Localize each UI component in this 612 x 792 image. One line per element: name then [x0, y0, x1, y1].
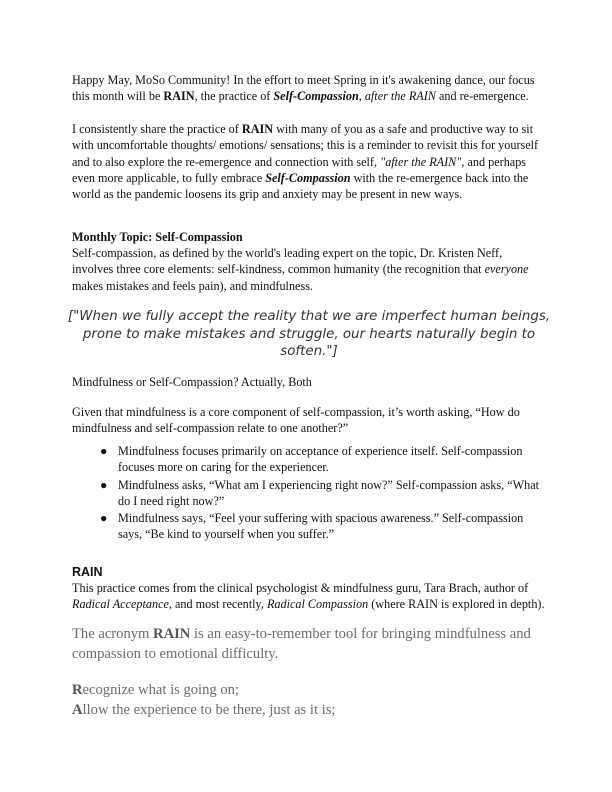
- mindfulness-intro: Given that mindfulness is a core component of self-compassion, it’s worth asking, “How do mindfulness and self-compassion relate to one another?”: [72, 405, 520, 436]
- intro-p2-rain-bold: RAIN: [241, 122, 274, 136]
- intro-p1-text-d: and re-emergence.: [435, 89, 529, 104]
- rain-letter-a: A: [72, 702, 83, 718]
- rain-acronym-bold: RAIN: [153, 626, 191, 642]
- bullet-text: Mindfulness focuses primarily on acceptance of experience itself. Self-compassion focuses more on caring for the experiencer.: [118, 444, 523, 475]
- intro-paragraph-2: [72, 121, 546, 202]
- rain-acronym-a: The acronym: [72, 626, 154, 642]
- rain-recognize-line: [72, 680, 546, 700]
- rain-body-a: This practice comes from the clinical psychologist & mindfulness guru, Tara Brach, author of: [72, 581, 529, 595]
- monthly-topic-heading: [72, 229, 546, 245]
- rain-book-radical-compassion: Radical Compassion: [266, 597, 369, 612]
- rain-body: [72, 580, 546, 613]
- monthly-body-a: Self-compassion, as defined by the world's leading expert on the topic, Dr. Kristen Neff, involves three core elements: self-kindness, common humanity (the recognition that: [72, 246, 503, 277]
- intro-p2-after-rain: "after the RAIN": [380, 154, 462, 169]
- rain-book-radical-acceptance: Radical Acceptance: [72, 597, 169, 612]
- monthly-topic-body: [72, 245, 546, 294]
- intro-p1-text-b: , the practice of: [194, 89, 274, 104]
- self-compassion-quote: ["When we fully accept the reality that we are imperfect human beings, prone to make mistakes and struggle, our hearts naturally begin to soften."]: [67, 309, 551, 359]
- rain-allow-line: [72, 700, 546, 720]
- rain-acronym-b: is an easy-to-remember tool for bringing mindfulness and compassion to emotional difficulty.: [72, 626, 531, 662]
- intro-p2-text-a: I consistently share the practice of: [72, 122, 242, 136]
- mindfulness-heading: Mindfulness or Self-Compassion? Actually, Both: [72, 375, 312, 389]
- intro-p1-self-compassion: Self-Compassion: [273, 89, 359, 104]
- bullet-text: Mindfulness asks, “What am I experiencing right now?” Self-compassion asks, “What do I need right now?”: [118, 477, 540, 508]
- mindfulness-bullet-list: [72, 443, 546, 544]
- rain-acronym-paragraph: [72, 624, 546, 664]
- intro-p2-self-compassion: Self-Compassion: [265, 170, 351, 185]
- intro-p2-text-c: , and perhaps even more applicable, to fully embrace: [72, 154, 527, 185]
- intro-p1-text-c: ,: [358, 89, 365, 104]
- bullet-icon: ●: [100, 444, 108, 458]
- bullet-icon: ●: [100, 511, 108, 526]
- monthly-topic-heading-text: Monthly Topic: Self-Compassion: [72, 230, 243, 244]
- rain-heading: RAIN: [72, 565, 103, 579]
- bullet-icon: ●: [100, 477, 108, 492]
- intro-p1-after-rain: after the RAIN: [364, 89, 436, 104]
- intro-p1-rain-bold: RAIN: [163, 89, 195, 104]
- monthly-body-everyone: everyone: [484, 262, 529, 277]
- list-item: [72, 510, 546, 543]
- intro-p1-text-a: Happy May, MoSo Community! In the effort to meet Spring in it's awakening dance, our focus this month will be: [72, 73, 535, 104]
- rain-recognize-text: ecognize what is going on;: [82, 682, 239, 698]
- intro-paragraph-1: [72, 72, 546, 105]
- rain-letter-r: R: [72, 682, 83, 698]
- list-item: [72, 477, 546, 510]
- rain-body-b: , and most recently,: [168, 597, 267, 612]
- rain-allow-text: llow the experience to be there, just as it is;: [82, 702, 336, 718]
- bullet-text: Mindfulness says, “Feel your suffering with spacious awareness.” Self-compassion says, “Be kind to yourself when you suffer.”: [118, 511, 524, 542]
- list-item: [72, 443, 546, 476]
- intro-p2-text-b: with many of you as a safe and productive way to sit with uncomfortable thoughts/ emotions/ sensations; this is a reminder to revisit this for yourself and to also explore the re-emergence and connection with self,: [72, 122, 539, 169]
- monthly-body-b: makes mistakes and feels pain), and mindfulness.: [72, 278, 313, 293]
- rain-body-c: (where RAIN is explored in depth).: [368, 597, 545, 612]
- intro-p2-text-d: with the re-emergence back into the world as the pandemic loosens its grip and anxiety may be present in new ways.: [72, 170, 529, 202]
